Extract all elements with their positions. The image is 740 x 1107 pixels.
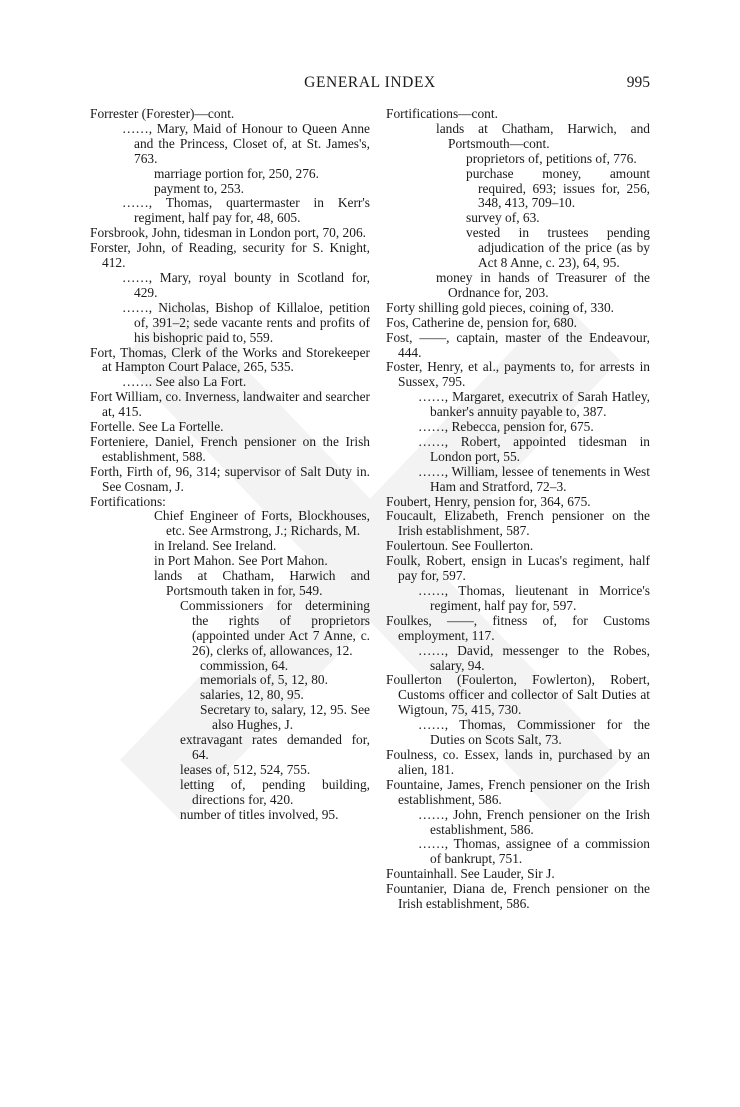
index-entry: Foulness, co. Essex, lands in, purchased by an alien, 181. — [386, 746, 650, 777]
index-entry: in Ireland. See Ireland. — [154, 538, 277, 554]
index-entry: Forth, Firth of, 96, 314; supervisor of Salt Duty in. See Cosnam, J. — [90, 463, 370, 494]
index-entry: ……, Mary, Maid of Honour to Queen Anne and the Princess, Closet of, at St. James's, 763. — [122, 120, 370, 166]
index-entry: Fortelle. See La Fortelle. — [90, 419, 224, 435]
index-entry: Forrester (Forester)—cont. — [90, 106, 235, 121]
page-number: 995 — [626, 74, 650, 91]
index-entry: ……, Thomas, quartermaster in Kerr's regiment, half pay for, 48, 605. — [122, 195, 370, 226]
page-header — [0, 74, 740, 98]
index-entry: number of titles involved, 95. — [180, 806, 339, 822]
index-entry: salaries, 12, 80, 95. — [200, 687, 304, 703]
index-entry: Foubert, Henry, pension for, 364, 675. — [386, 493, 591, 509]
index-entry: Foster, Henry, et al., payments to, for arrests in Sussex, 795. — [386, 359, 650, 390]
index-entry: ……, Thomas, assignee of a commission of bankrupt, 751. — [418, 836, 650, 867]
index-entry: ……, Thomas, lieutenant in Morrice's regiment, half pay for, 597. — [418, 583, 650, 613]
index-entry: Secretary to, salary, 12, 95. See also Hughes, J. — [200, 702, 370, 733]
index-entry: leases of, 512, 524, 755. — [180, 761, 311, 777]
index-entry: Chief Engineer of Forts, Blockhouses, etc. See Armstrong, J.; Richards, M. — [154, 508, 370, 539]
index-entry: lands at Chatham, Harwich, and Portsmouth—cont. — [436, 120, 650, 151]
running-title: GENERAL INDEX — [304, 74, 436, 91]
index-entry: Fort, Thomas, Clerk of the Works and Storekeeper at Hampton Court Palace, 265, 535. — [90, 344, 370, 375]
index-entry: letting of, pending building, directions for, 420. — [180, 776, 370, 807]
index-entry: Foulertoun. See Foullerton. — [386, 538, 534, 554]
index-entry: Foulk, Robert, ensign in Lucas's regiment, half pay for, 597. — [386, 553, 650, 584]
index-entry: Forster, John, of Reading, security for S. Knight, 412. — [90, 240, 370, 271]
index-entry: Fountanier, Diana de, French pensioner on the Irish establishment, 586. — [386, 881, 650, 912]
index-entry: in Port Mahon. See Port Mahon. — [154, 553, 328, 569]
index-entry: Foucault, Elizabeth, French pensioner on the Irish establishment, 587. — [386, 508, 650, 539]
index-entry: Fort William, co. Inverness, landwaiter and searcher at, 415. — [90, 389, 370, 420]
index-entry: ……, Margaret, executrix of Sarah Hatley, banker's annuity payable to, 387. — [418, 389, 650, 420]
index-entry: Fortifications—cont. — [386, 106, 498, 121]
index-entry: ……, John, French pensioner on the Irish establishment, 586. — [418, 806, 650, 837]
index-entry: lands at Chatham, Harwich and Portsmouth taken in for, 549. — [154, 568, 370, 598]
left-column — [90, 107, 370, 823]
index-entry: purchase money, amount required, 693; issues for, 256, 348, 413, 709–10. — [466, 165, 650, 211]
index-entry: Foullerton (Foulerton, Fowlerton), Robert, Customs officer and collector of Salt Duties at Wigtoun, 75, 415, 730. — [386, 672, 650, 718]
index-entry: Forty shilling gold pieces, coining of, 330. — [386, 299, 614, 315]
index-entry: ……, Thomas, Commissioner for the Duties on Scots Salt, 73. — [418, 717, 650, 748]
index-entry: Forsbrook, John, tidesman in London port, 70, 206. — [90, 225, 366, 241]
index-entry: Foulkes, ——, fitness of, for Customs employment, 117. — [386, 612, 650, 643]
index-entry: commission, 64. — [200, 657, 289, 673]
index-entry: Fost, ——, captain, master of the Endeavour, 444. — [386, 329, 650, 360]
index-entry: ……, Robert, appointed tidesman in London port, 55. — [418, 433, 650, 464]
index-entry: Commissioners for determining the rights of proprietors (appointed under Act 7 Anne, c. 26), clerks of, allowances, 12. — [180, 597, 370, 658]
index-entry: memorials of, 5, 12, 80. — [200, 672, 328, 688]
index-entry: ……, Nicholas, Bishop of Killaloe, petition of, 391–2; sede vacante rents and profits of his bishopric paid to, 559. — [122, 299, 370, 345]
index-entry: Fountainhall. See Lauder, Sir J. — [386, 866, 555, 882]
index-entry: Fos, Catherine de, pension for, 680. — [386, 314, 577, 330]
index-entry: ……, William, lessee of tenements in West Ham and Stratford, 72–3. — [418, 463, 650, 494]
index-entry: Fountaine, James, French pensioner on the Irish establishment, 586. — [386, 776, 650, 807]
index-entry: extravagant rates demanded for, 64. — [180, 732, 370, 762]
index-entry: money in hands of Treasurer of the Ordnance for, 203. — [436, 269, 650, 300]
index-entry: marriage portion for, 250, 276. — [154, 165, 319, 181]
index-entry: vested in trustees pending adjudication of the price (as by Act 8 Anne, c. 23), 64, 95. — [466, 225, 650, 271]
right-column — [386, 107, 650, 912]
index-entry: ……, David, messenger to the Robes, salary, 94. — [418, 642, 650, 673]
index-entry: Fortifications: — [90, 493, 166, 509]
index-entry: ……, Mary, royal bounty in Scotland for, 429. — [122, 269, 370, 300]
index-entry: proprietors of, petitions of, 776. — [466, 150, 637, 166]
index-entry: ……. See also La Fort. — [122, 374, 247, 390]
index-entry: payment to, 253. — [154, 180, 245, 196]
index-entry: Forteniere, Daniel, French pensioner on the Irish establishment, 588. — [90, 433, 370, 464]
index-entry: ……, Rebecca, pension for, 675. — [418, 419, 594, 435]
index-entry: survey of, 63. — [466, 210, 540, 226]
